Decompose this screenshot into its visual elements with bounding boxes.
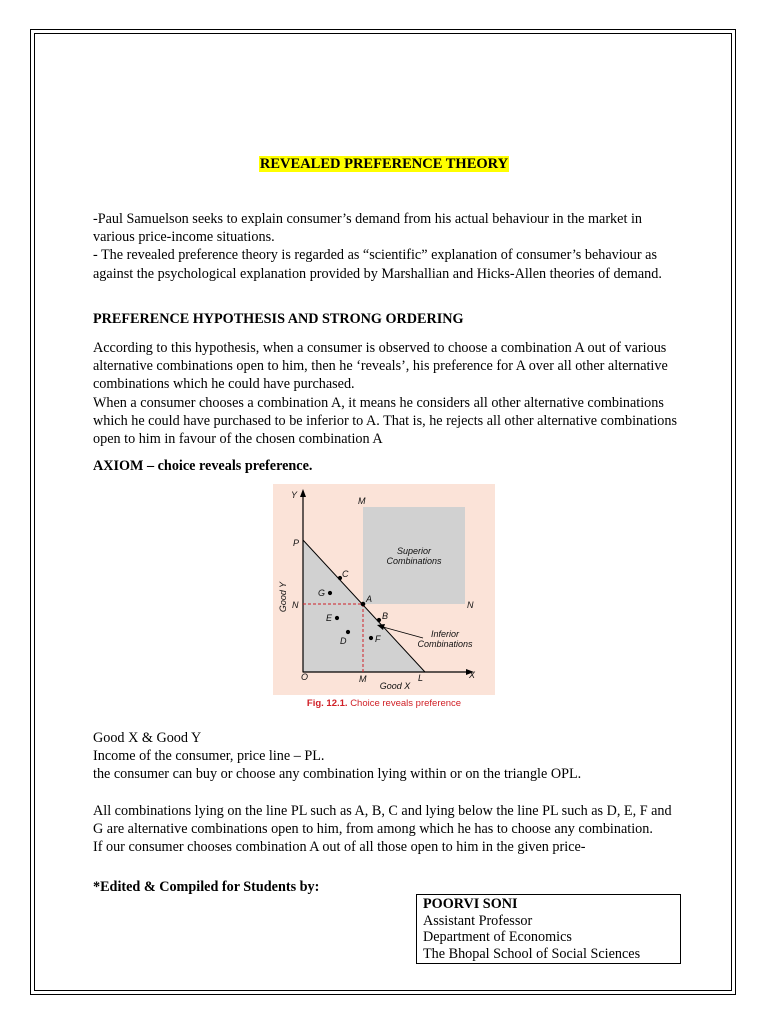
explanation-line-2: Income of the consumer, price line – PL. [93,748,325,765]
spacer [93,784,683,802]
label-good-y: Good Y [278,581,288,613]
label-point-a: A [366,594,373,604]
intro-section [93,210,683,283]
explanation-paragraph-3: If our consumer chooses combination A out of all those open to him in the given price- [93,839,586,856]
title-container [0,155,768,173]
point-f [369,636,373,640]
label-inferior-line2: Combinations [417,639,473,649]
label-good-x: Good X [379,681,411,691]
author-organization: The Bhopal School of Social Sciences [423,946,641,963]
label-point-b: B [382,611,389,621]
hypothesis-section [93,339,683,448]
label-superior-line1: Superior [396,546,432,556]
label-point-f: F [375,634,381,644]
point-e [335,616,339,620]
explanation-paragraph-2: All combinations lying on the line PL such as A, B, C and lying below the line PL such as D, E, F and G are alternative combinations open to him, from among which he has to choose any combination. [93,802,672,837]
label-superior-line2: Combinations [386,556,442,566]
label-point-g: G [318,588,326,598]
label-l: L [418,673,424,683]
page-title: REVEALED PREFERENCE THEORY [259,156,509,172]
explanation-line-3: the consumer can buy or choose any combination lying within or on the triangle OPL. [93,766,582,783]
hypothesis-paragraph-2: When a consumer chooses a combination A, it means he considers all other alternative combinations which he could have purchased to be inferior to A. That is, he rejects all other alternative combinations open to him in favour of the chosen combination A [93,394,677,448]
point-g [328,591,332,595]
label-m-bottom: M [359,674,367,684]
label-x-axis: X [469,670,476,680]
label-m-top: M [358,496,366,506]
signature-box [416,894,681,964]
point-d [346,630,350,634]
figure-caption [307,698,461,709]
label-n-left: N [292,600,299,610]
label-inferior-line1: Inferior [430,629,460,639]
section-heading-hypothesis: PREFERENCE HYPOTHESIS AND STRONG ORDERING [93,311,464,327]
explanation-section [93,729,683,856]
label-p: P [293,538,300,548]
hypothesis-paragraph-1: According to this hypothesis, when a consumer is observed to choose a combination A out of various alternative combinations open to him, then he ‘reveals’, his preference for A over all other alternative combinations which he could have purchased. [93,340,668,393]
label-point-d: D [340,636,347,646]
label-y-axis: Y [291,490,298,500]
author-name: POORVI SONI [423,896,518,912]
label-n-right: N [467,600,474,610]
point-a [361,602,366,607]
label-point-e: E [326,613,333,623]
author-department: Department of Economics [423,929,572,946]
label-origin: O [301,672,309,682]
diagram-svg [273,484,495,710]
label-point-c: C [342,569,349,579]
credit-line: *Edited & Compiled for Students by: [93,879,320,895]
explanation-line-1: Good X & Good Y [93,730,202,746]
intro-paragraph-2: - The revealed preference theory is regarded as “scientific” explanation of consumer’s behaviour as against the psychological explanation provided by Marshallian and Hicks-Allen theories of demand. [93,247,662,282]
author-role: Assistant Professor [423,912,533,929]
caption-prefix: Fig. 12.1. [306,698,348,709]
caption-text: Choice reveals preference [350,698,462,709]
figure-choice-reveals-preference [273,484,495,710]
axiom-heading: AXIOM – choice reveals preference. [93,458,313,474]
intro-paragraph-1: -Paul Samuelson seeks to explain consumer’s demand from his actual behaviour in the market in various price-income situations. [93,211,642,246]
point-b [377,618,381,622]
